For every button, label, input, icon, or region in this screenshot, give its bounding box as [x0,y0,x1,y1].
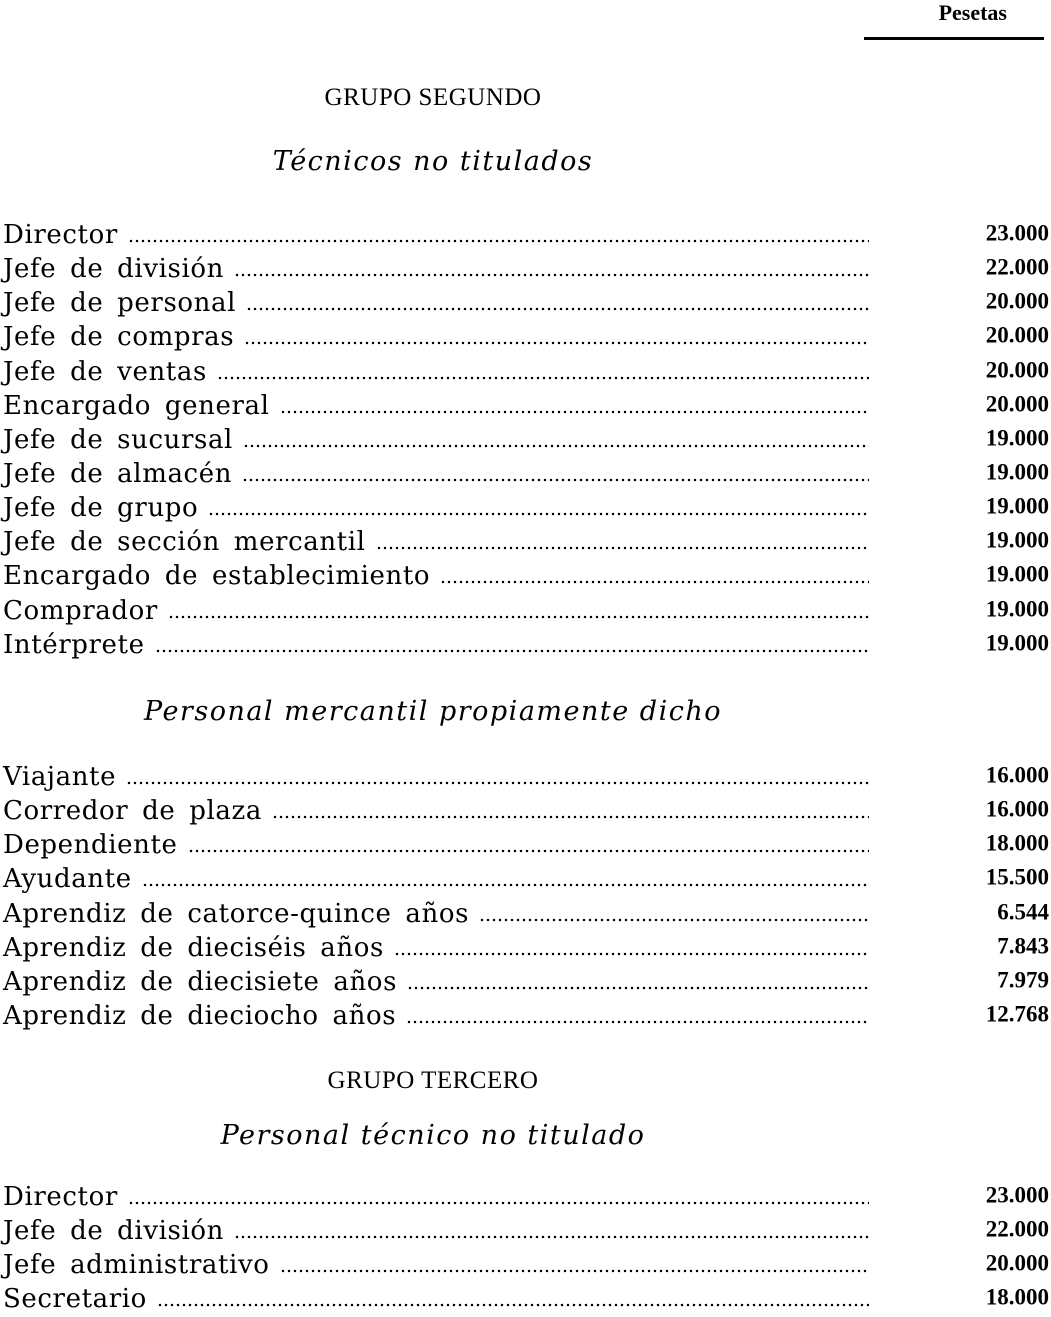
list-item [3,389,1049,423]
row-label: Jefe administrativo [3,1250,270,1281]
row-amount: 20.000 [985,1250,1049,1276]
row-label: Encargado general [3,390,270,421]
row-amount: 7.979 [997,967,1049,993]
dot-leader [128,236,869,246]
dot-leader [168,612,869,622]
list-item [3,999,1049,1033]
row-amount: 19.000 [985,527,1049,553]
row-amount: 18.000 [985,1284,1049,1310]
list-item [3,594,1049,628]
row-label: Viajante [3,762,117,793]
row-amount: 15.500 [985,864,1049,890]
row-label: Jefe de almacén [3,459,233,490]
dot-leader [394,949,869,959]
list-item [3,355,1049,389]
row-amount: 20.000 [985,357,1049,383]
row-label: Jefe de personal [3,288,236,319]
row-label: Jefe de compras [3,322,235,353]
list-item [3,218,1049,252]
dot-leader [246,304,869,314]
list-item [3,760,1049,794]
row-amount: 6.544 [997,899,1049,925]
row-label: Ayudante [3,864,132,895]
section-title: Técnicos no titulados [272,146,594,177]
group-title: GRUPO SEGUNDO [324,84,542,111]
list-item [3,423,1049,457]
column-header-pesetas: Pesetas [938,0,1007,25]
row-amount: 23.000 [985,220,1049,246]
list-item [3,286,1049,320]
dot-leader [244,338,869,348]
dot-leader [242,475,869,485]
list-item [3,491,1049,525]
salary-list [3,218,1049,662]
row-amount: 18.000 [985,830,1049,856]
dot-leader [126,778,869,788]
dot-leader [155,646,869,656]
list-item [3,862,1049,896]
list-item [3,1282,1049,1316]
list-item [3,252,1049,286]
row-amount: 16.000 [985,796,1049,822]
row-amount: 19.000 [985,459,1049,485]
dot-leader [407,983,869,993]
row-amount: 19.000 [985,596,1049,622]
row-amount: 19.000 [985,425,1049,451]
list-item [3,525,1049,559]
list-item [3,628,1049,662]
row-label: Director [3,220,118,251]
row-amount: 19.000 [985,561,1049,587]
dot-leader [272,812,869,822]
dot-leader [157,1300,869,1310]
list-item [3,897,1049,931]
row-label: Corredor de plaza [3,796,262,827]
list-item [3,320,1049,354]
dot-leader [128,1198,869,1208]
column-header-rule [864,37,1044,40]
list-item [3,1248,1049,1282]
row-amount: 20.000 [985,288,1049,314]
row-label: Aprendiz de dieciocho años [3,1001,397,1032]
row-amount: 12.768 [985,1001,1049,1027]
list-item [3,794,1049,828]
dot-leader [243,441,869,451]
dot-leader [440,577,869,587]
salary-list [3,760,1049,1033]
section-title: Personal mercantil propiamente dicho [144,696,722,727]
row-label: Director [3,1182,118,1213]
row-amount: 20.000 [985,391,1049,417]
dot-leader [479,915,869,925]
list-item [3,931,1049,965]
dot-leader [280,407,869,417]
row-amount: 19.000 [985,630,1049,656]
row-amount: 19.000 [985,493,1049,519]
dot-leader [188,846,869,856]
row-label: Secretario [3,1284,147,1315]
row-label: Jefe de sucursal [3,424,233,455]
row-label: Jefe de grupo [3,493,199,524]
dot-leader [406,1017,869,1027]
row-label: Encargado de establecimiento [3,561,431,592]
list-item [3,828,1049,862]
dot-leader [208,509,869,519]
row-label: Jefe de división [3,1216,224,1247]
list-item [3,457,1049,491]
row-label: Jefe de división [3,254,224,285]
group-title: GRUPO TERCERO [327,1067,539,1094]
row-amount: 22.000 [985,254,1049,280]
row-amount: 16.000 [985,762,1049,788]
row-amount: 22.000 [985,1216,1049,1242]
row-amount: 7.843 [997,933,1049,959]
dot-leader [234,1232,869,1242]
row-label: Aprendiz de catorce-quince años [3,898,470,929]
row-label: Aprendiz de dieciséis años [3,932,384,963]
row-amount: 23.000 [985,1182,1049,1208]
row-label: Jefe de sección mercantil [3,527,366,558]
salary-list [3,1180,1049,1317]
section-title: Personal técnico no titulado [220,1120,646,1151]
list-item [3,965,1049,999]
row-label: Dependiente [3,830,178,861]
list-item [3,1180,1049,1214]
row-label: Aprendiz de diecisiete años [3,966,398,997]
row-amount: 20.000 [985,322,1049,348]
dot-leader [217,373,869,383]
dot-leader [234,270,869,280]
row-label: Jefe de ventas [3,356,207,387]
row-label: Comprador [3,595,158,626]
dot-leader [376,543,869,553]
list-item [3,559,1049,593]
row-label: Intérprete [3,629,145,660]
list-item [3,1214,1049,1248]
dot-leader [142,880,869,890]
dot-leader [280,1266,870,1276]
